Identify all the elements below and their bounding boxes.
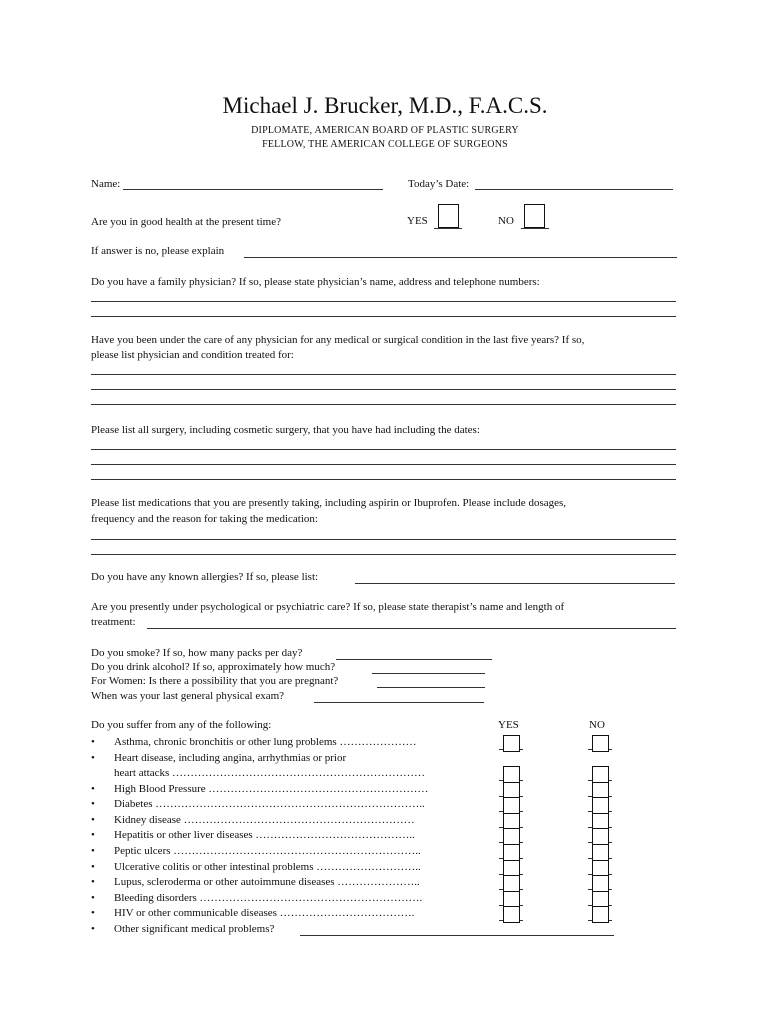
bullet-icon: • [91,861,95,873]
condition-no-checkbox[interactable] [592,797,609,814]
surgery-line-1[interactable] [91,449,676,450]
condition-yes-checkbox[interactable] [503,735,520,752]
condition-label: Kidney disease ……………………………………………………… [114,814,415,826]
care-question-line-1: Have you been under the care of any physician for any medical or surgical condition in the last five years? If so, [91,334,585,346]
care-line-2[interactable] [91,389,676,390]
condition-yes-checkbox[interactable] [503,906,520,923]
explain-label: If answer is no, please explain [91,245,225,257]
bullet-icon: • [91,752,95,764]
bullet-icon: • [91,892,95,904]
condition-label: Hepatitis or other liver diseases …………………………………….. [114,829,415,841]
conditions-no-header: NO [589,719,605,731]
surgery-line-2[interactable] [91,464,676,465]
health-yes-underline [434,228,462,229]
bullet-icon: • [91,736,95,748]
health-yes-label: YES [407,215,428,227]
condition-label: Bleeding disorders ……………………………………………………. [114,892,423,904]
bullet-icon: • [91,845,95,857]
conditions-heading: Do you suffer from any of the following: [91,719,272,731]
condition-no-checkbox[interactable] [592,875,609,892]
care-question-line-2: please list physician and condition treated for: [91,349,294,361]
date-field[interactable] [475,189,673,190]
health-question: Are you in good health at the present time? [91,216,281,228]
pregnant-field[interactable] [377,687,485,688]
name-label: Name: [91,178,121,190]
allergies-question: Do you have any known allergies? If so, please list: [91,571,319,583]
condition-no-checkbox[interactable] [592,906,609,923]
family-physician-line-1[interactable] [91,301,676,302]
medications-line-2[interactable] [91,554,676,555]
condition-label: Ulcerative colitis or other intestinal problems ……………………….. [114,861,421,873]
bullet-icon: • [91,876,95,888]
condition-no-checkbox[interactable] [592,735,609,752]
bullet-icon: • [91,783,95,795]
pregnant-question: For Women: Is there a possibility that you are pregnant? [91,675,339,687]
condition-label: Heart disease, including angina, arrhythmias or prior [114,752,347,764]
medications-question-line-1: Please list medications that you are presently taking, including aspirin or Ibuprofen. Please include dosages, [91,497,567,509]
condition-label: Peptic ulcers ………………………………………………………….. [114,845,421,857]
alcohol-field[interactable] [372,673,485,674]
condition-no-checkbox[interactable] [592,844,609,861]
condition-label: High Blood Pressure …………………………………………………… [114,783,429,795]
condition-yes-checkbox[interactable] [503,844,520,861]
psych-field[interactable] [147,628,676,629]
conditions-yes-header: YES [498,719,519,731]
bullet-icon: • [91,814,95,826]
condition-yes-checkbox[interactable] [503,797,520,814]
other-problems-field[interactable] [300,935,614,936]
condition-label: Lupus, scleroderma or other autoimmune diseases ………………….. [114,876,420,888]
condition-yes-checkbox[interactable] [503,875,520,892]
date-label: Today’s Date: [408,178,470,190]
subtitle-college: FELLOW, THE AMERICAN COLLEGE OF SURGEONS [262,139,508,150]
bullet-icon: • [91,923,95,935]
condition-no-checkbox[interactable] [592,766,609,783]
condition-label: HIV or other communicable diseases ………………………………. [114,907,415,919]
medications-question-line-2: frequency and the reason for taking the medication: [91,513,318,525]
bullet-icon: • [91,798,95,810]
name-field[interactable] [123,189,383,190]
family-physician-question: Do you have a family physician? If so, please state physician’s name, address and telephone numbers: [91,276,540,288]
condition-label: Asthma, chronic bronchitis or other lung problems ………………… [114,736,417,748]
care-line-1[interactable] [91,374,676,375]
physical-question: When was your last general physical exam? [91,690,285,702]
condition-label: Other significant medical problems? [114,923,275,935]
surgery-line-3[interactable] [91,479,676,480]
psych-question-line-1: Are you presently under psychological or psychiatric care? If so, please state therapist’s name and length of [91,601,565,613]
health-no-label: NO [498,215,514,227]
bullet-icon: • [91,829,95,841]
surgery-question: Please list all surgery, including cosmetic surgery, that you have had including the dates: [91,424,480,436]
smoke-field[interactable] [336,659,492,660]
medications-line-1[interactable] [91,539,676,540]
allergies-field[interactable] [355,583,675,584]
explain-field[interactable] [244,257,677,258]
condition-label: Diabetes ……………………………………………………………….. [114,798,425,810]
alcohol-question: Do you drink alcohol? If so, approximately how much? [91,661,336,673]
subtitle-board: DIPLOMATE, AMERICAN BOARD OF PLASTIC SURGERY [251,125,519,136]
smoke-question: Do you smoke? If so, how many packs per day? [91,647,303,659]
care-line-3[interactable] [91,404,676,405]
condition-yes-checkbox[interactable] [503,766,520,783]
health-no-checkbox[interactable] [524,204,545,228]
psych-question-line-2: treatment: [91,616,136,628]
condition-no-checkbox[interactable] [592,828,609,845]
health-no-underline [521,228,549,229]
condition-yes-checkbox[interactable] [503,828,520,845]
family-physician-line-2[interactable] [91,316,676,317]
bullet-icon: • [91,907,95,919]
condition-label: heart attacks …………………………………………………………… [114,767,426,779]
doctor-name-title: Michael J. Brucker, M.D., F.A.C.S. [222,93,548,118]
health-yes-checkbox[interactable] [438,204,459,228]
physical-field[interactable] [314,702,484,703]
